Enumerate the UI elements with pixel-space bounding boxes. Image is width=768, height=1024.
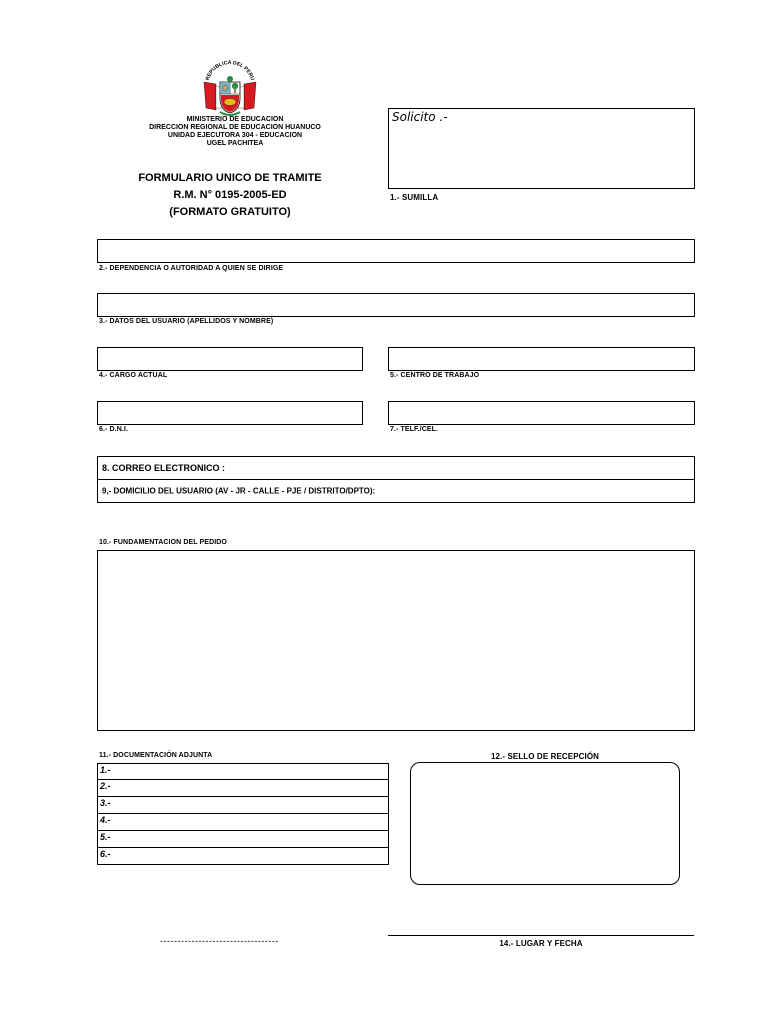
form-title: FORMULARIO UNICO DE TRAMITE (138, 172, 322, 184)
centro-trabajo-label: 5.- CENTRO DE TRABAJO (390, 372, 480, 379)
sumilla-box[interactable] (388, 108, 695, 189)
doc-item-number: 1.- (100, 765, 111, 775)
centro-trabajo-field[interactable] (388, 347, 695, 371)
coat-of-arms-logo (198, 58, 262, 120)
doc-item-number: 4.- (100, 815, 111, 825)
ministry-name: MINISTERIO DE EDUCACION (186, 116, 284, 123)
doc-item-row[interactable] (97, 797, 389, 814)
domicilio-label: 9,- DOMICILIO DEL USUARIO (AV - JR - CALLE - PJE / DISTRITO/DPTO): (102, 486, 376, 496)
signature-line: ---------------------------------- (160, 936, 279, 946)
correo-label: 8. CORREO ELECTRONICO : (102, 463, 226, 473)
telf-label: 7.- TELF./CEL. (390, 426, 439, 433)
doc-item-number: 3.- (100, 798, 111, 808)
telf-field[interactable] (388, 401, 695, 425)
lugar-fecha-line (388, 935, 694, 936)
sumilla-text: Solicito .- (392, 110, 448, 124)
free-format-note: (FORMATO GRATUITO) (169, 206, 291, 218)
datos-usuario-label: 3.- DATOS DEL USUARIO (APELLIDOS Y NOMBRE) (99, 318, 274, 325)
regional-direction: DIRECCION REGIONAL DE EDUCACION HUANUCO (149, 124, 321, 131)
sello-label: 12.- SELLO DE RECEPCIÓN (490, 752, 600, 761)
correo-field[interactable] (97, 456, 695, 480)
fundamentacion-label: 10.- FUNDAMENTACION DEL PEDIDO (99, 539, 227, 546)
sello-box[interactable] (410, 762, 680, 885)
executing-unit: UNIDAD EJECUTORA 304 - EDUCACION (167, 132, 303, 139)
documentacion-label: 11.- DOCUMENTACIÓN ADJUNTA (99, 752, 213, 759)
doc-item-number: 2.- (100, 781, 111, 791)
doc-item-row[interactable] (97, 780, 389, 797)
dependencia-field[interactable] (97, 239, 695, 263)
ugel-name: UGEL PACHITEA (206, 140, 264, 147)
doc-item-row[interactable] (97, 814, 389, 831)
fundamentacion-textarea[interactable] (97, 550, 695, 731)
doc-item-row[interactable] (97, 848, 389, 865)
lugar-fecha-label: 14.- LUGAR Y FECHA (499, 939, 583, 948)
sumilla-label: 1.- SUMILLA (390, 193, 439, 202)
dependencia-label: 2.- DEPENDENCIA O AUTORIDAD A QUIEN SE DIRIGE (99, 265, 284, 272)
datos-usuario-field[interactable] (97, 293, 695, 317)
doc-item-number: 5.- (100, 832, 111, 842)
cargo-label: 4.- CARGO ACTUAL (99, 372, 168, 379)
doc-item-number: 6.- (100, 849, 111, 859)
cargo-field[interactable] (97, 347, 363, 371)
doc-item-row[interactable] (97, 831, 389, 848)
resolution-number: R.M. N° 0195-2005-ED (173, 189, 287, 201)
dni-field[interactable] (97, 401, 363, 425)
svg-text:REPUBLICA DEL PERU: REPUBLICA DEL PERU (204, 59, 256, 82)
domicilio-field[interactable] (97, 479, 695, 503)
doc-item-row[interactable] (97, 763, 389, 780)
dni-label: 6.- D.N.I. (99, 426, 129, 433)
